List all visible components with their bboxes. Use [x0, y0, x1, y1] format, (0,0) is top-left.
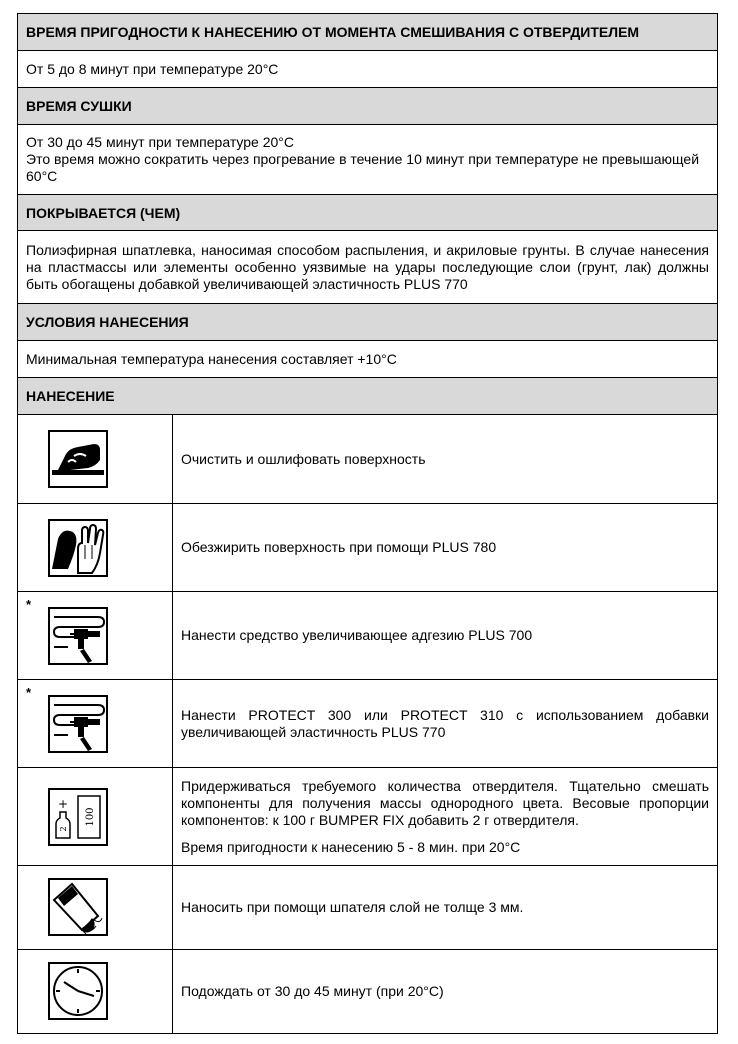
pot-life-title: ВРЕМЯ ПРИГОДНОСТИ К НАНЕСЕНИЮ ОТ МОМЕНТА СМЕШИВАНИЯ С ОТВЕРДИТЕЛЕМ: [26, 24, 640, 40]
step-text: Наносить при помощи шпателя слой не толще 3 мм.: [181, 899, 524, 915]
step-text: Подождать от 30 до 45 минут (при 20°С): [181, 983, 444, 999]
step-row-degrease: [18, 504, 717, 592]
mixing-plus-sign: +: [57, 797, 69, 811]
coverable-title: ПОКРЫВАЕТСЯ (ЧЕМ): [26, 204, 181, 221]
step-icon-cell: [18, 415, 173, 503]
conditions-title: УСЛОВИЯ НАНЕСЕНИЯ: [26, 314, 189, 330]
drying-text-line2: Это время можно сократить через прогревание в течение 10 минут при температуре не превышающей 60°С: [26, 151, 700, 184]
step-text: Нанести PROTECT 300 или PROTECT 310 с использованием добавки увеличивающей эластичность PLUS 770: [181, 706, 709, 740]
application-title: НАНЕСЕНИЕ: [26, 388, 115, 404]
technical-data-sheet: [17, 13, 718, 1034]
pot-life-header: [18, 14, 717, 51]
step-text: Обезжирить поверхность при помощи PLUS 780: [181, 539, 497, 555]
step-icon-cell: [18, 866, 173, 949]
spray-gun-icon: [48, 695, 108, 753]
step-row-wait: [18, 950, 717, 1034]
step-row-mixing: [18, 768, 717, 866]
step-row-sanding: [18, 415, 717, 504]
coverable-body: [18, 231, 717, 304]
step-row-adhesion-promoter: [18, 592, 717, 680]
step-row-spatula: [18, 866, 717, 950]
optional-marker: *: [26, 685, 32, 700]
application-header: [18, 378, 717, 415]
conditions-body: [18, 341, 717, 378]
drying-text-line1: От 30 до 45 минут при температуре 20°С: [26, 134, 294, 150]
step-icon-cell: [18, 504, 173, 591]
conditions-text: Минимальная температура нанесения составляет +10°С: [26, 350, 397, 367]
step-text: Нанести средство увеличивающее адгезию PLUS 700: [181, 627, 533, 643]
step-text-cell: [173, 680, 717, 767]
conditions-header: [18, 304, 717, 341]
hardener-ratio-label: 2: [59, 826, 68, 832]
degrease-glove-icon: [48, 519, 108, 577]
step-text-cell: [173, 504, 717, 591]
pot-life-body: [18, 51, 717, 88]
step-text-pot-life: Время пригодности к нанесению 5 - 8 мин. при 20°С: [181, 838, 521, 855]
spatula-icon: [48, 878, 108, 936]
coverable-text: Полиэфирная шпатлевка, наносимая способом распыления, и акриловые грунты. В случае нанесения на пластмассы или элементы особенно уязвимые на удары последующие слои (грунт, лак) должны быть обогащены добавкой увеличивающей эластичность PLUS 770: [26, 241, 709, 292]
step-text-cell: [173, 866, 717, 949]
step-text-cell: [173, 415, 717, 503]
step-icon-cell: [18, 592, 173, 679]
drying-header: [18, 88, 717, 125]
step-icon-cell: [18, 768, 173, 865]
base-ratio-label: 100: [85, 807, 96, 827]
sanding-icon: [48, 430, 108, 488]
step-row-apply-protect: [18, 680, 717, 768]
step-text-cell: [173, 950, 717, 1033]
step-icon-cell: [18, 950, 173, 1033]
spray-gun-icon: [48, 607, 108, 665]
step-icon-cell: [18, 680, 173, 767]
drying-title: ВРЕМЯ СУШКИ: [26, 98, 132, 114]
coverable-header: [18, 195, 717, 231]
clock-icon: [48, 962, 108, 1020]
step-text-cell: [173, 592, 717, 679]
optional-marker: *: [26, 597, 32, 612]
drying-body: [18, 125, 717, 195]
step-text: Придерживаться требуемого количества отвердителя. Тщательно смешать компоненты для получения массы однородного цвета. Весовые пропорции компонентов: к 100 г BUMPER FIX добавить 2 г отвердителя.: [181, 777, 709, 828]
pot-life-text: От 5 до 8 минут при температуре 20°С: [26, 60, 279, 77]
mixing-ratio-icon: [48, 788, 108, 846]
step-text-cell: [173, 768, 717, 865]
step-text: Очистить и ошлифовать поверхность: [181, 450, 426, 467]
